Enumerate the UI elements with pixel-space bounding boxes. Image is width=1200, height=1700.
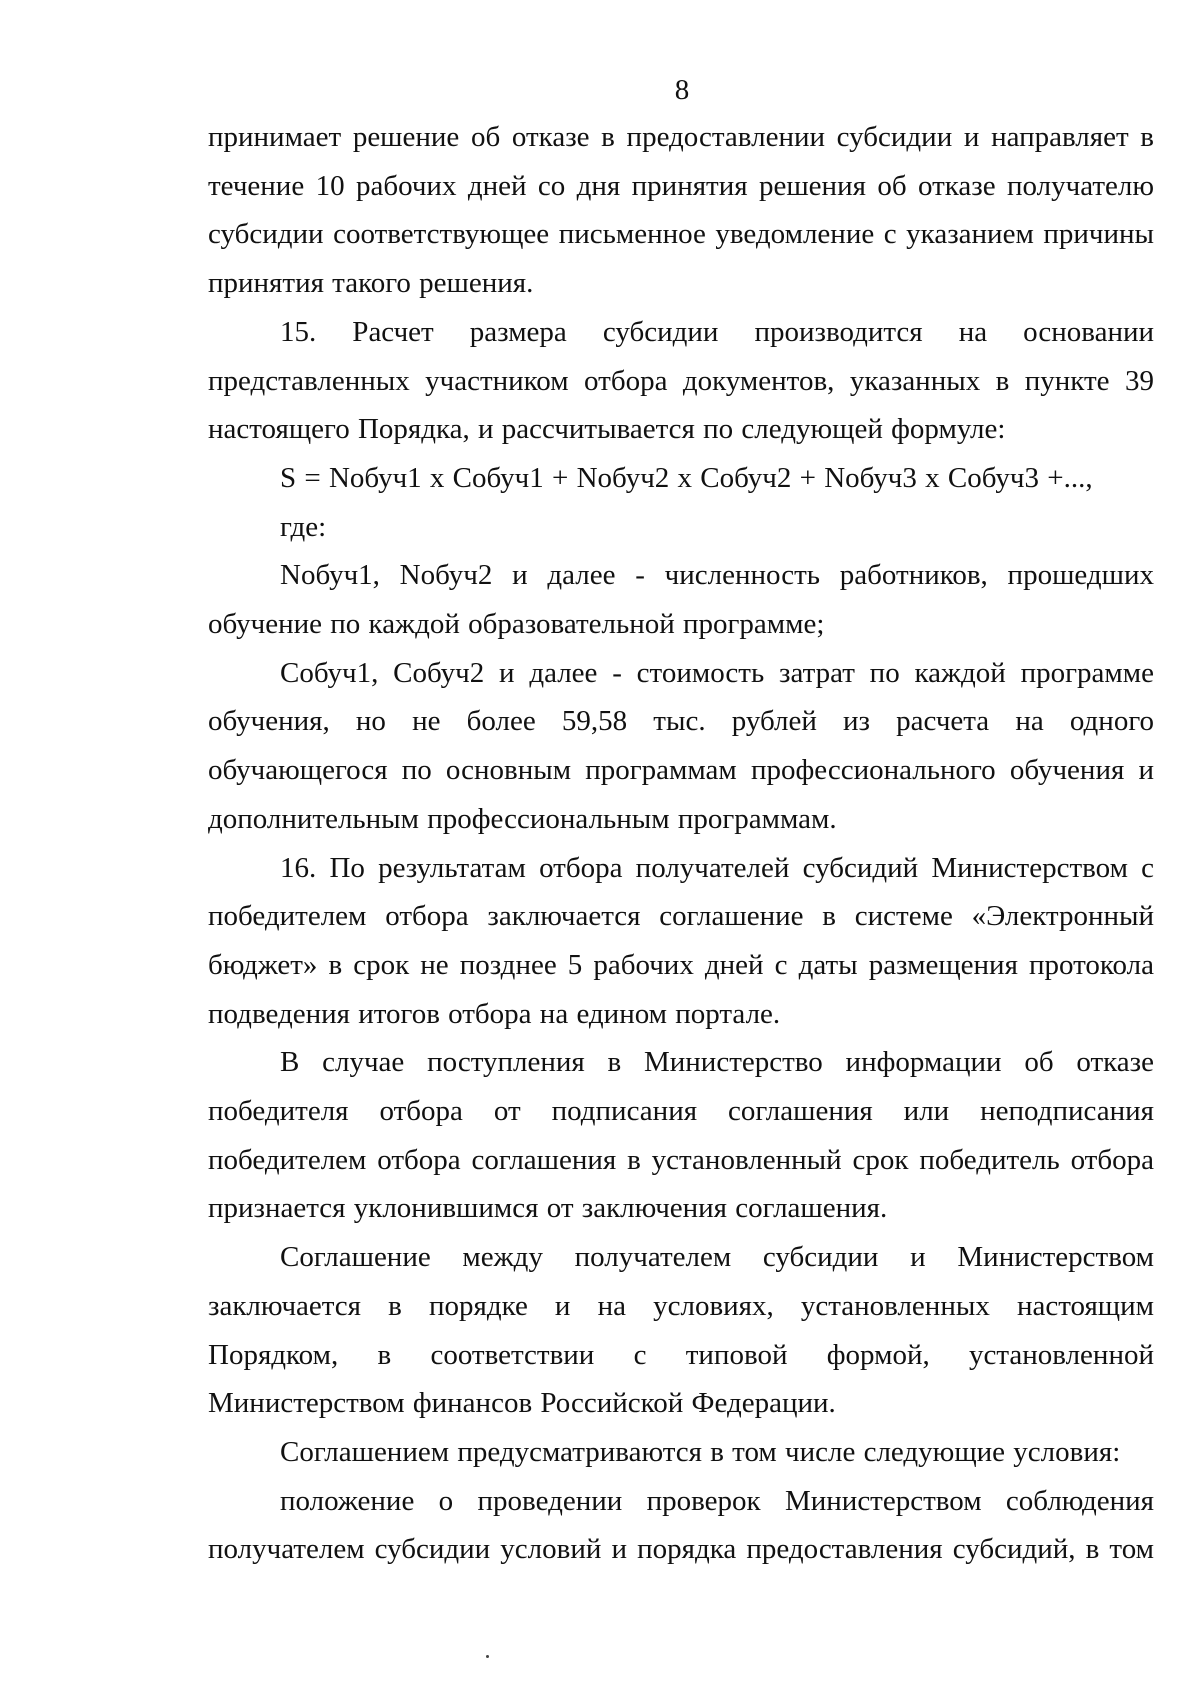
paragraph-inspections-provision: положение о проведении проверок Министерством соблюдения получателем субсидии условий и порядка предоставления субсидий, в том <box>208 1484 1154 1566</box>
paragraph-15-calculation: 15. Расчет размера субсидии производится на основании представленных участником отбора документов, указанных в пункте 39 настоящего Порядка, и рассчитывается по следующей формуле: <box>208 315 1154 446</box>
formula-line: S = Nобуч1 x Cобуч1 + Nобуч2 x Cобуч2 + Nобуч3 x Cобуч3 +..., <box>280 461 1093 494</box>
definition-training-cost: Cобуч1, Cобуч2 и далее - стоимость затрат по каждой программе обучения, но не более 59,58 тыс. рублей из расчета на одного обучающегося по основным программам профессионального обучения и дополнительным профессиональным программам. <box>208 656 1154 835</box>
paragraph-refusal-decision: принимает решение об отказе в предоставлении субсидии и направляет в течение 10 рабочих дней со дня принятия решения об отказе получателю субсидии соответствующее письменное уведомление с указанием причины принятия такого решения. <box>208 121 1154 300</box>
paragraph-conditions-intro: Соглашением предусматриваются в том числе следующие условия: <box>280 1435 1121 1468</box>
paragraph-16-agreement: 16. По результатам отбора получателей субсидий Министерством с победителем отбора заключается соглашение в системе «Электронный бюджет» в срок не позднее 5 рабочих дней с даты размещения протокола подведения итогов отбора на едином портале. <box>208 851 1154 1030</box>
page-number: 8 <box>674 74 690 106</box>
paragraph-refusal-information: В случае поступления в Министерство информации об отказе победителя отбора от подписания соглашения или неподписания победителем отбора соглашения в установленный срок победитель отбора признается уклонившимся от заключения соглашения. <box>208 1046 1154 1225</box>
paragraph-agreement-terms: Соглашение между получателем субсидии и Министерством заключается в порядке и на условиях, установленных настоящим Порядком, в соответствии с типовой формой, установленной Министерством финансов Российской Федерации. <box>208 1241 1154 1420</box>
definition-workers-count: Nобуч1, Nобуч2 и далее - численность работников, прошедших обучение по каждой образовательной программе; <box>208 559 1154 641</box>
document-body <box>208 113 1154 1574</box>
where-label: где: <box>280 510 327 543</box>
scan-mark <box>486 1655 489 1658</box>
